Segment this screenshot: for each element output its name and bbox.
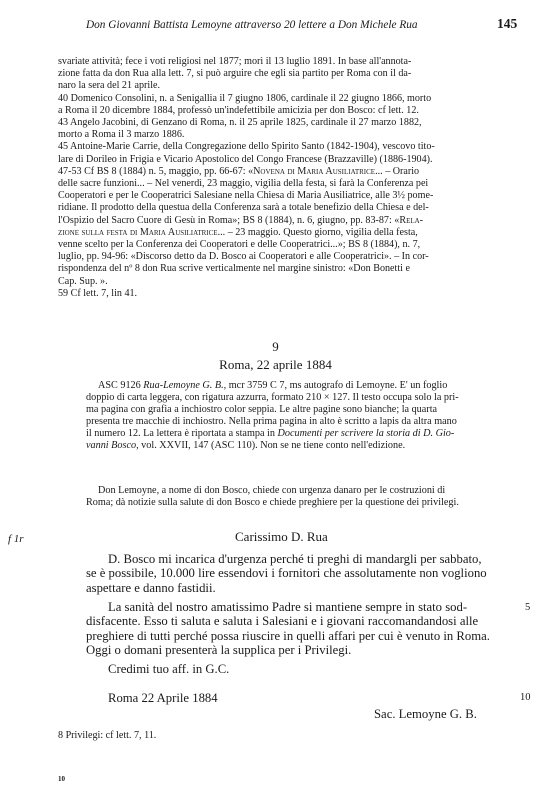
archive-line: presenta tre macchie di inchiostro. Nella prima pagina in alto è scritto a lapis da altra mano xyxy=(86,416,457,428)
footnote-59: 59 Cf lett. 7, lin 41. xyxy=(58,287,138,299)
summary-line: Roma; dà notizie sulla salute di don Bosco e chiede preghiere per la questione dei privilegi. xyxy=(86,497,459,509)
footnote-47-53: 47-53 Cf BS 8 (1884) n. 5, maggio, pp. 66-67: « xyxy=(58,165,254,177)
letter-summary xyxy=(86,485,520,509)
dateline: Roma 22 Aprile 1884 xyxy=(108,691,218,705)
footnote-smallcaps: Rela- xyxy=(399,214,424,226)
letter-paragraph-1 xyxy=(86,552,520,595)
archive-line: doppio di carta leggera, con rigatura azzurra, formato 210 × 127. Il testo occupa solo la pri- xyxy=(86,392,459,404)
body-line: La sanità del nostro amatissimo Padre si mantiene sempre in stato sod- xyxy=(108,600,468,614)
body-line: D. Bosco mi incarica d'urgenza perché ti preghi di mandargli per sabbato, xyxy=(108,552,482,566)
footnote-line: rispondenza del nº 8 don Rua scrive verticalmente nel margine sinistro: «Don Bonetti e xyxy=(58,263,410,275)
signature: Sac. Lemoyne G. B. xyxy=(374,707,477,721)
body-line: preghiere di tutti perché possa riuscire in quelli affari per cui è venuto in Roma. xyxy=(86,628,490,643)
footnotes xyxy=(58,56,520,300)
footnote-line: Cooperatori e per le Cooperatrici Salesiane nella Chiesa di Maria Ausiliatrice, alle 3½ pome- xyxy=(58,190,434,202)
archive-line: ma pagina con grafia a inchiostro color seppia. Le altre pagine sono bianche; la quarta xyxy=(86,404,438,416)
body-line: Credimi tuo aff. in G.C. xyxy=(108,662,230,676)
footnote-40: 40 Domenico Consolini, n. a Senigallia il 7 giugno 1806, cardinale il 22 giugno 1866, morto xyxy=(58,92,432,104)
footnote-line: venne scelto per la Conferenza dei Cooperatori e delle Cooperatrici...»; BS 8 (1884), n. 7, xyxy=(58,239,421,251)
footnote-line: delle sacre funzioni... – Nel venerdì, 23 maggio, vigilia della festa, si farà la Conferenza pei xyxy=(58,178,429,190)
archive-italic: Documenti per scrivere la storia di D. Gio- xyxy=(277,428,455,440)
archive-italic: vanni Bosco, xyxy=(86,440,139,452)
footnote-43-cont: morto a Roma il 3 marzo 1886. xyxy=(58,129,185,141)
footnote-45: 45 Antoine-Marie Carrie, della Congregazione dello Spirito Santo (1842-1904), vescovo tito- xyxy=(58,141,435,153)
footnote-line: Cap. Sup. ». xyxy=(58,275,108,287)
archive-line: ASC 9126 xyxy=(98,380,144,391)
letter-number: 9 xyxy=(272,339,279,354)
footnote-smallcaps: zione sulla festa di Maria Ausiliatrice xyxy=(58,226,218,238)
body-line: Oggi o domani presenterà la supplica per i Privilegi. xyxy=(86,643,352,658)
footnote-line: zione fatta da don Rua alla lett. 7, si può arguire che egli sia partito per Roma con il da- xyxy=(58,68,412,80)
body-line: aspettare e danno fastidii. xyxy=(86,580,216,595)
body-line: se è possibile, 10.000 lire essendovi i fornitori che assolutamente non vogliono xyxy=(86,566,487,581)
body-line: disfacente. Esso ti saluta e saluta i Salesiani e i giovani raccomandandosi alle xyxy=(86,614,479,629)
footnote-43: 43 Angelo Jacobini, di Genzano di Roma, n. il 25 aprile 1825, cardinale il 27 marzo 1882, xyxy=(58,117,422,129)
footnote-line: svariate attività; fece i voti religiosi nel 1877; morì il 13 luglio 1891. In base all'annota- xyxy=(58,56,412,67)
archive-line: mcr 3759 C 7, ms autografo di Lemoyne. E' un foglio xyxy=(226,380,448,391)
footnote-47-53-tail: ... – Orario xyxy=(375,165,420,177)
letter-closing xyxy=(86,662,520,676)
footnote-line: naro la sera del 21 aprile. xyxy=(58,80,161,92)
footnote-line: ridiane. Il prodotto della questua della Conferenza sarà a totale benefizio della Chiesa e del- xyxy=(58,202,429,214)
footnote-line: luglio, pp. 94-96: «Discorso detto da D. Bosco ai Cooperatori e alle Cooperatrici». – In cor- xyxy=(58,251,429,263)
letter-paragraph-2 xyxy=(86,600,520,658)
running-title: Don Giovanni Battista Lemoyne attraverso 20 lettere a Don Michele Rua xyxy=(86,19,418,31)
footnote-line: ... – 23 maggio. Questo giorno, vigilia della festa, xyxy=(217,226,418,238)
archive-line: il numero 12. La lettera è riportata a stampa in xyxy=(86,428,278,440)
footnote-45-cont: lare di Dorileo in Frigia e Vicario Apostolico del Congo Francese (Brazzaville) (1886-1904). xyxy=(58,153,433,165)
footnote-40-cont: a Roma il 20 dicembre 1884, professò un'indefettibile amicizia per don Bosco: cf lett. 12. xyxy=(58,104,419,116)
line-number-5: 5 xyxy=(525,602,531,613)
salutation: Carissimo D. Rua xyxy=(235,529,328,544)
archive-line: vol. XXVII, 147 (ASC 110). Non se ne tiene conto nell'edizione. xyxy=(138,440,406,452)
footnote-smallcaps: Novena di Maria Ausiliatrice xyxy=(253,165,376,177)
footer-mark: 10 xyxy=(58,775,65,783)
letter-place-date: Roma, 22 aprile 1884 xyxy=(219,357,332,372)
archive-italic: Rua-Lemoyne G. B., xyxy=(143,380,227,391)
apparatus-note: 8 Privilegi: cf lett. 7, 11. xyxy=(58,730,157,741)
page-number: 145 xyxy=(497,16,518,31)
folio-marker: f 1r xyxy=(8,533,24,545)
archive-description xyxy=(86,380,520,453)
summary-line: Don Lemoyne, a nome di don Bosco, chiede con urgenza danaro per le costruzioni di xyxy=(98,485,446,496)
footnote-line: l'Ospizio del Sacro Cuore di Gesù in Roma»; BS 8 (1884), n. 6, giugno, pp. 83-87: « xyxy=(58,214,400,226)
line-number-10: 10 xyxy=(520,692,531,703)
